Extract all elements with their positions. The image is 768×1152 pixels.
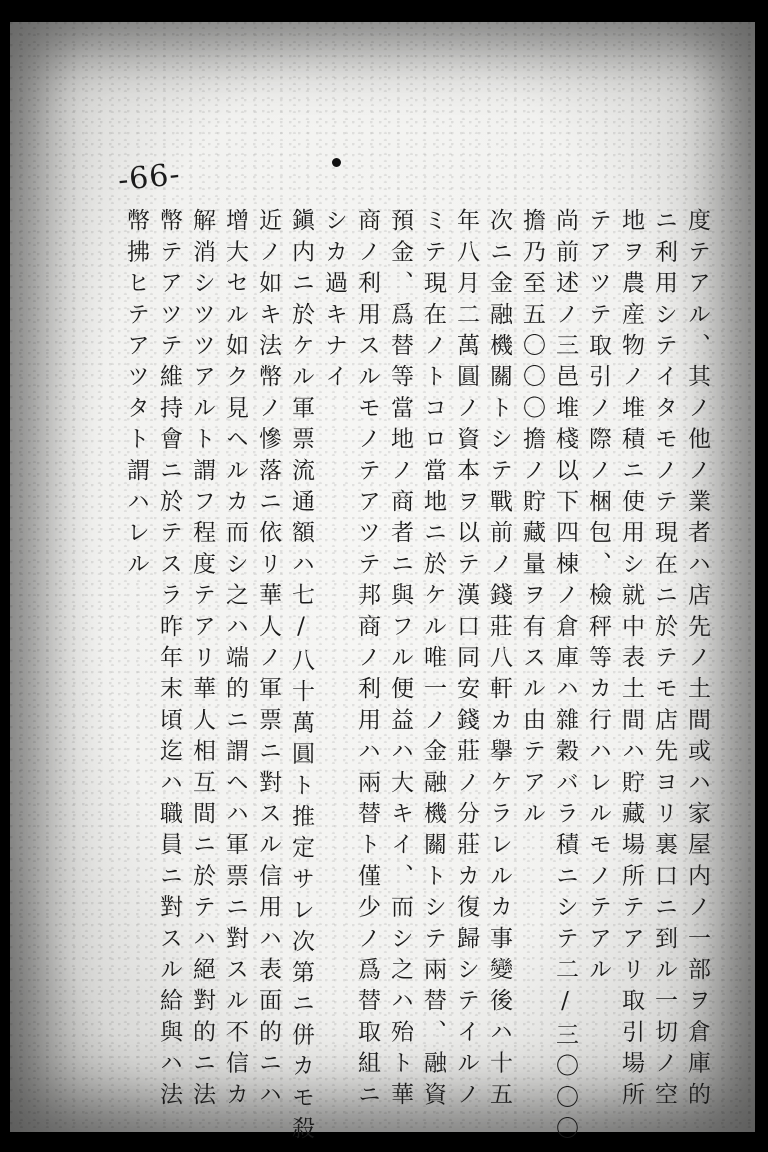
- text-column: 幣テアツテ維持會ニ於テスラ昨年末頃迄ハ職員ニ對スル給與ハ法: [156, 208, 182, 1113]
- text-column: 幣拂ヒテアツタト謂ハレル: [123, 208, 149, 583]
- text-column: ニ利用シテイタモノテ現在ニ於テモ店先ヨリ裏口ニ到ル一切ノ空: [651, 208, 677, 1113]
- text-column: ミテ現在ノトコロ當地ニ於ケル唯一ノ金融機關トシテ兩替、融資: [420, 208, 446, 1113]
- text-column: 年八月二萬圓ノ資本ヲ以テ漢口同安錢莊ノ分莊カ復歸シテイルノ: [453, 208, 479, 1113]
- text-column: 商ノ利用スルモノテアツテ邦商ノ利用ハ兩替ト僅少ノ爲替取組ニ: [354, 208, 380, 1113]
- body-text: [110, 208, 710, 1148]
- text-column: 近ノ如キ法幣ノ慘落ニ依リ華人ノ軍票ニ對スル信用ハ表面的ニハ: [255, 208, 281, 1113]
- text-column: シカ過キナイ: [321, 208, 347, 396]
- text-column: 次ニ金融機關トシテ戰前ノ錢莊八軒カ擧ケラレルカ事變後ハ十五: [486, 208, 512, 1113]
- text-column: 尚前述ノ三邑堆棧以下四棟ノ倉庫ハ雜穀バラ積ニシテ二/三〇〇〇: [552, 208, 578, 1147]
- text-column: 預金、爲替等當地ノ商者ニ與フル便益ハ大キイ、而シ之ハ殆ト華: [387, 208, 413, 1113]
- text-column: 擔乃至五〇〇〇擔ノ貯藏量ヲ有スル由テアル: [519, 208, 545, 832]
- text-column: 度テアル、其ノ他ノ業者ハ店先ノ土間或ハ家屋内ノ一部ヲ倉庫的: [684, 208, 710, 1113]
- page-number: -66-: [116, 156, 183, 199]
- text-column: 解消シツツアルト謂フ程度テアリ華人相互間ニ於テハ絕對的ニ法: [189, 208, 215, 1113]
- text-column: 增大セル如ク見ヘルカ而シ之ハ端的ニ謂ヘハ軍票ニ對スル不信カ: [222, 208, 248, 1113]
- text-column: 地ヲ農産物ノ堆積ニ使用シ就中表土間ハ貯藏場所テアリ取引場所: [618, 208, 644, 1113]
- text-column: テアツテ取引ノ際ノ梱包、檢秤等カ行ハレルモノテアル: [585, 208, 611, 988]
- text-column: 鎭内ニ於ケル軍票流通額ハ七/八十萬圓ト推定サレ次第ニ併カモ殺: [288, 208, 314, 1148]
- ink-spot: [332, 158, 341, 167]
